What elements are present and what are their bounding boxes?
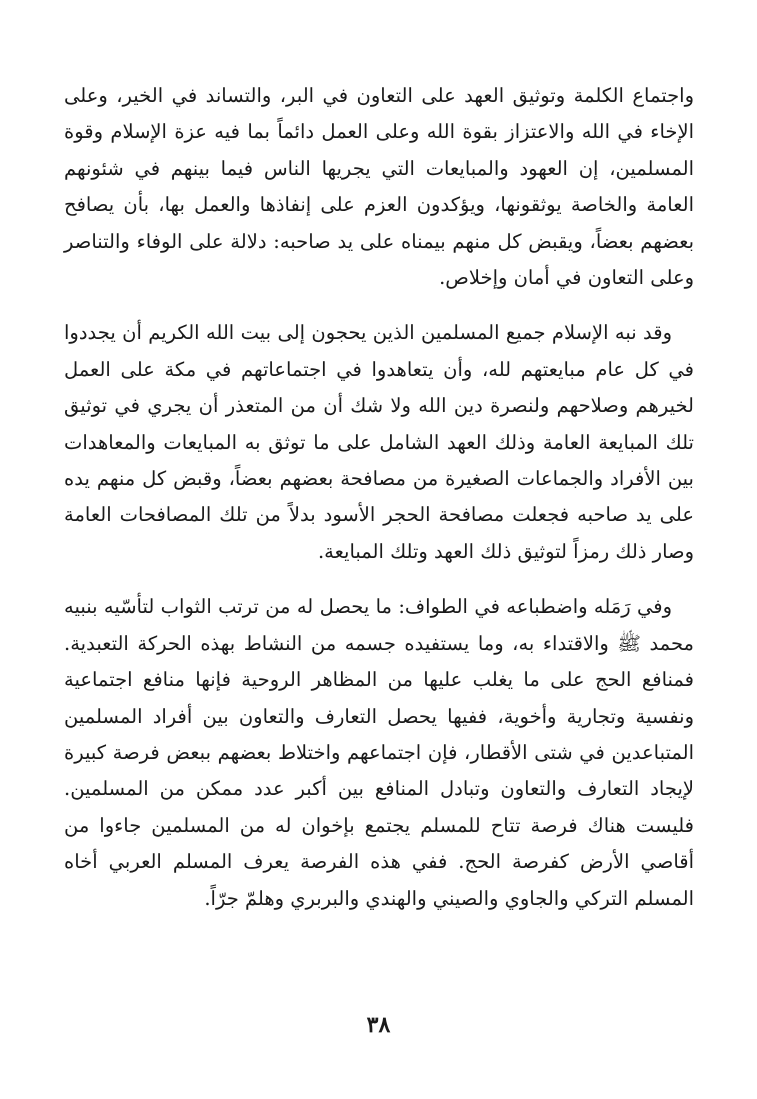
paragraph-2: وقد نبه الإسلام جميع المسلمين الذين يحجون إلى بيت الله الكريم أن يجددوا في كل عام مبايعتهم لله، وأن يتعاهدوا في اجتماعاتهم في مكة على العمل لخيرهم وصلاحهم ولنصرة دين الله ولا شك أن من المتعذر أن يجري في توثيق تلك المبايعة العامة وذلك العهد الشامل على ما توثق به المبايعات والمعاهدات بين الأفراد والجماعات الصغيرة من مصافحة بعضهم بعضاً، وقبض كل منهم يده على يد صاحبه فجعلت مصافحة الحجر الأسود بدلاً من تلك المصافحات العامة وصار ذلك رمزاً لتوثيق ذلك العهد وتلك المبايعة. xyxy=(64,321,694,563)
paragraph-1: واجتماع الكلمة وتوثيق العهد على التعاون في البر، والتساند في الخير، وعلى الإخاء في الله والاعتزاز بقوة الله وعلى العمل دائماً بما فيه عزة الإسلام وقوة المسلمين، إن العهود والمبايعات التي يجريها الناس فيما بينهم في شئونهم العامة والخاصة يوثقونها، ويؤكدون العزم على إنفاذها والعمل بها، بأن يصافح بعضهم بعضاً، ويقبض كل منهم بيمناه على يد صاحبه: دلالة على الوفاء والتناصر وعلى التعاون في أمان وإخلاص. xyxy=(64,84,694,290)
page-body xyxy=(64,78,694,936)
paragraph-3: وفي رَمَله واضطباعه في الطواف: ما يحصل له من ترتب الثواب لتأسّيه بنبيه محمد ﷺ والاقتداء به، وما يستفيده جسمه من النشاط بهذه الحركة التعبدية. فمنافع الحج على ما يغلب عليها من المظاهر الروحية فإنها منافع اجتماعية ونفسية وتجارية وأخوية، ففيها يحصل التعارف والتعاون بين أفراد المسلمين المتباعدين في شتى الأقطار، فإن اجتماعهم واختلاط بعضهم ببعض فرصة كبيرة لإيجاد التعارف والتعاون وتبادل المنافع بين أكبر عدد ممكن من المسلمين. فليست هناك فرصة تتاح للمسلم يجتمع بإخوان له من المسلمين جاءوا من أقاصي الأرض كفرصة الحج. ففي هذه الفرصة يعرف المسلم العربي أخاه المسلم التركي والجاوي والصيني والهندي والبربري وهلمّ جرّاً. xyxy=(64,595,694,910)
page-number: ٣٨ xyxy=(366,1012,391,1038)
